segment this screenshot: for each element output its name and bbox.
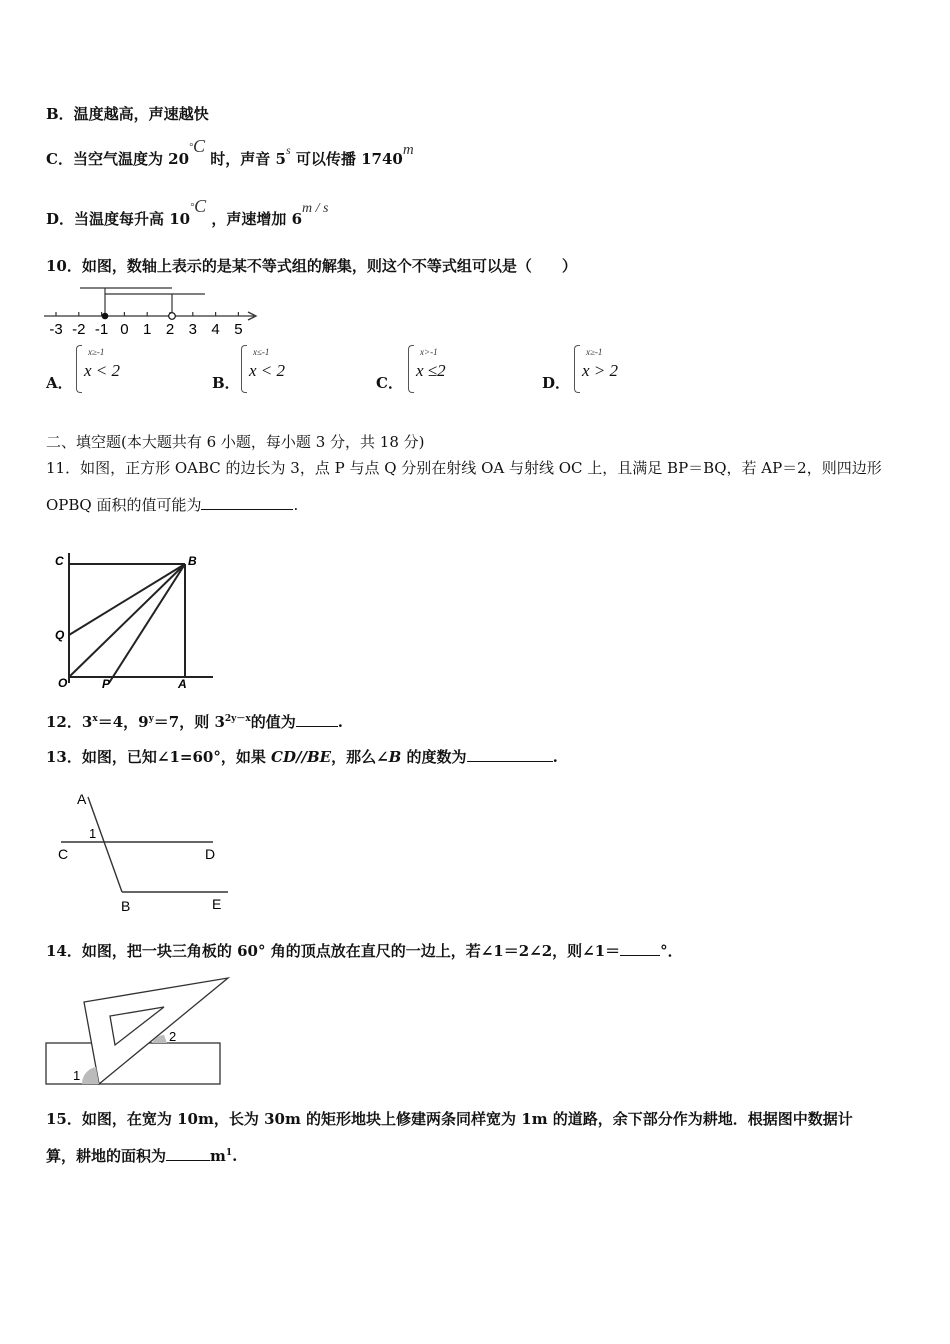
q9c-prefix: C．当空气温度为 20 (46, 150, 190, 168)
q12-c: ＝7，则 3 (153, 713, 225, 731)
solid-point (102, 313, 109, 320)
tick-label: 3 (188, 321, 197, 338)
ineq-c-bottom: x ≤2 (416, 361, 446, 380)
q15-line1: 15．如图，在宽为 10m，长为 30m 的矩形地块上修建两条同样宽为 1m 的道路，余下部分作为耕地．根据图中数据计 (46, 1110, 853, 1128)
q9-option-c (46, 136, 414, 169)
q11-answer-blank (201, 495, 293, 510)
q12-exp-x: x (92, 714, 98, 724)
hollow-point (169, 313, 176, 320)
q10-option-d-system (574, 345, 634, 395)
label-e: E (212, 896, 222, 912)
q10-option-b-system (241, 345, 301, 395)
q14-answer-blank (620, 941, 660, 956)
q9c-degree: ° (189, 142, 194, 153)
q10-option-d-label: D． (542, 374, 571, 392)
q10-option-c-label: C． (376, 374, 403, 392)
q14-figure (44, 975, 234, 1090)
ineq-d-top: x≥-1 (586, 347, 603, 357)
tick-label: -3 (49, 321, 63, 338)
q11-end: . (293, 496, 299, 514)
q9c-tail: 可以传播 1740 (295, 150, 403, 168)
q13-answer-blank (467, 747, 553, 762)
q12 (46, 711, 343, 732)
q15-unit-sup: 1 (225, 1148, 233, 1158)
q13-end: . (552, 748, 558, 766)
q12-exp-y: y (148, 714, 154, 724)
line-ab (88, 797, 122, 892)
q13-angle-b: B (388, 748, 402, 766)
q13 (46, 746, 558, 767)
ineq-b-top: x≤-1 (253, 347, 270, 357)
label-2: 2 (169, 1029, 177, 1044)
label-c: C (58, 846, 69, 862)
q10-stem: 10．如图，数轴上表示的是某不等式组的解集，则这个不等式组可以是（ ） (46, 257, 577, 275)
q15-line2 (46, 1145, 237, 1166)
ineq-a-top: x≥-1 (88, 347, 105, 357)
ineq-c-top: x>-1 (420, 347, 438, 357)
q15-answer-blank (166, 1146, 210, 1161)
q11-figure (50, 548, 220, 693)
tick-label: 0 (120, 321, 129, 338)
q12-b: ＝4，9 (97, 713, 149, 731)
label-d: D (205, 846, 216, 862)
label-a: A (77, 791, 87, 807)
q15-end: . (232, 1147, 238, 1165)
label-c: C (55, 554, 64, 568)
q10-option-a-system (76, 345, 136, 395)
q9c-unit-c: C (193, 136, 206, 156)
segment-pb (109, 564, 185, 683)
q13-a: 13．如图，已知∠1=60°，如果 (46, 748, 272, 766)
q9c-unit-s: s (285, 143, 291, 157)
q13-c: 的度数为 (401, 748, 467, 766)
q13-cd-parallel-be: CD//BE (271, 748, 332, 766)
label-b: B (188, 554, 197, 568)
label-p: P (102, 677, 111, 691)
q13-b: ，那么∠ (331, 748, 389, 766)
tick-label: -2 (72, 321, 86, 338)
q11-line1: 11．如图，正方形 OABC 的边长为 3，点 P 与点 Q 分别在射线 OA 与射线 OC 上，且满足 BP＝BQ，若 AP＝2，则四边形 (46, 459, 882, 477)
tick-label: 4 (211, 321, 220, 338)
q9d-unit-ms: m / s (302, 201, 329, 216)
q10-option-c-system (408, 345, 468, 395)
q10-number-line (40, 282, 270, 340)
q10-option-a-label: A． (46, 374, 73, 392)
q9d-degree: ° (190, 202, 195, 213)
tick-label: 2 (165, 321, 175, 338)
q9d-prefix: D．当温度每升高 10 (46, 210, 191, 228)
q14-end: °． (660, 942, 683, 960)
q9d-unit-c: C (194, 196, 207, 216)
section-2-title: 二、填空题(本大题共有 6 小题，每小题 3 分，共 18 分) (46, 433, 425, 451)
q11-line2 (46, 494, 298, 515)
label-1: 1 (73, 1068, 81, 1083)
label-q: Q (55, 628, 65, 642)
q12-exp-2y-x: 2y－x (224, 714, 251, 724)
q12-d: 的值为 (250, 713, 296, 731)
q15-unit: m (210, 1147, 226, 1165)
ineq-a-bottom: x < 2 (84, 361, 121, 380)
q10-option-b-label: B． (212, 374, 240, 392)
q12-answer-blank (296, 712, 338, 727)
q9d-mid: ，声速增加 6 (211, 210, 303, 228)
label-1: 1 (89, 826, 97, 841)
segment-ob (69, 564, 185, 677)
tick-label: 5 (234, 321, 243, 338)
q11-line2-text: OPBQ 面积的值可能为 (46, 496, 202, 514)
q14 (46, 940, 683, 961)
q13-figure (50, 785, 235, 915)
q9-option-d (46, 196, 329, 229)
q12-a: 12．3 (46, 713, 93, 731)
q9c-mid: 时，声音 5 (210, 150, 286, 168)
ineq-d-bottom: x > 2 (582, 361, 619, 380)
q9c-unit-m: m (402, 142, 414, 158)
label-a: A (178, 677, 187, 691)
q15-line2-text: 算，耕地的面积为 (46, 1147, 167, 1165)
q9-option-b: B．温度越高，声速越快 (46, 105, 209, 123)
tick-label: -1 (94, 321, 109, 338)
label-o: O (58, 676, 68, 690)
ineq-b-bottom: x < 2 (249, 361, 286, 380)
q14-text: 14．如图，把一块三角板的 60° 角的顶点放在直尺的一边上，若∠1＝2∠2，则∠1＝ (46, 942, 621, 960)
label-b: B (121, 898, 131, 914)
segment-qb (69, 564, 185, 635)
tick-label: 1 (143, 321, 152, 338)
q12-end: . (337, 713, 344, 731)
